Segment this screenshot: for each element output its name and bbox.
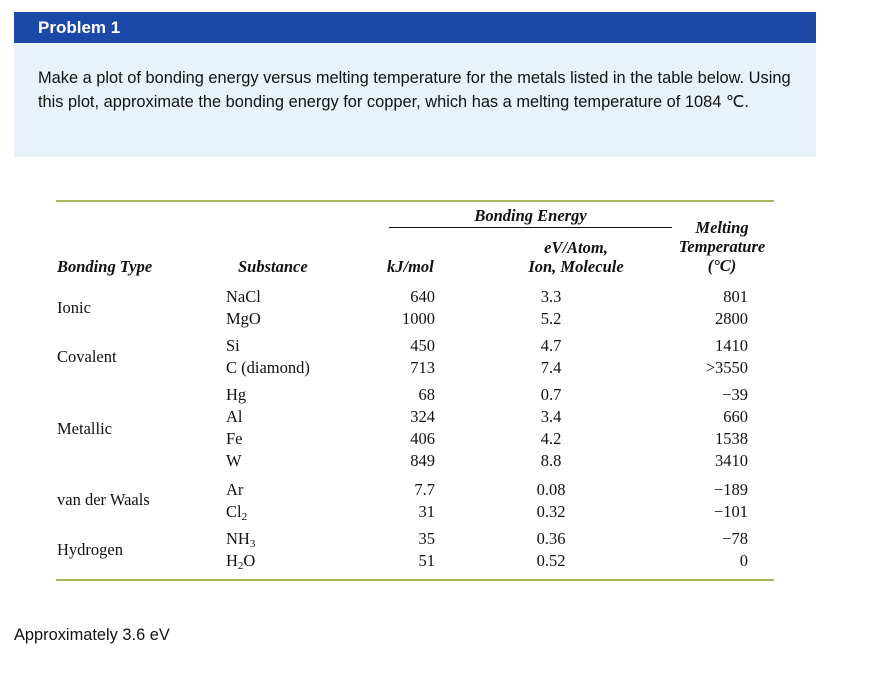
ev-cell: 3.4 <box>540 407 562 426</box>
ev-cell: 3.3 <box>540 287 562 306</box>
kj-cell: 51 <box>418 551 435 570</box>
problem-header: Problem 1 <box>14 12 816 43</box>
substance-cell <box>226 550 255 572</box>
ev-cell: 7.4 <box>540 358 562 377</box>
kj-cell: 7.7 <box>414 480 435 499</box>
substance-cell: MgO <box>226 309 261 328</box>
ev-cell: 0.32 <box>536 502 566 521</box>
substance-cell: C (diamond) <box>226 358 310 377</box>
melt-cell: −101 <box>713 502 748 521</box>
problem-text: Make a plot of bonding energy versus melting temperature for the metals listed in the table below. Using this plot, approximate the bonding energy for copper, which has a melting temperature of 1084 ℃. <box>38 69 791 111</box>
bonding-type-metallic: Metallic <box>57 419 112 438</box>
melt-cell: >3550 <box>705 358 748 377</box>
substance-base: Cl <box>226 502 242 521</box>
header-bonding-energy: Bonding Energy <box>474 206 587 225</box>
kj-cell: 450 <box>410 336 435 355</box>
substance-cell: NaCl <box>226 287 261 306</box>
substance-tail: O <box>243 551 256 570</box>
bonding-energy-rule <box>389 227 672 228</box>
kj-cell: 68 <box>418 385 435 404</box>
header-bonding-type: Bonding Type <box>57 257 153 276</box>
problem-box <box>14 12 816 157</box>
ev-cell: 0.52 <box>536 551 566 570</box>
ev-cell: 0.36 <box>536 529 566 548</box>
substance-subscript: 3 <box>249 538 256 550</box>
answer-text: Approximately 3.6 eV <box>14 626 170 644</box>
substance-cell: Al <box>226 407 243 426</box>
ev-cell: 4.2 <box>540 429 562 448</box>
kj-cell: 31 <box>418 502 435 521</box>
header-melting-line3: (°C) <box>707 256 737 275</box>
kj-cell: 713 <box>410 358 435 377</box>
substance-cell: Hg <box>226 385 247 404</box>
header-ev-line1: eV/Atom, <box>544 238 608 257</box>
melt-cell: −189 <box>713 480 748 499</box>
header-melting-line2: Temperature <box>678 237 766 256</box>
kj-cell: 324 <box>410 407 435 426</box>
substance-cell <box>226 528 255 550</box>
ev-cell: 8.8 <box>540 451 562 470</box>
melt-cell: 0 <box>739 551 748 570</box>
melt-cell: −39 <box>722 385 748 404</box>
bonding-type-ionic: Ionic <box>57 298 91 317</box>
table-top-rule <box>56 200 774 202</box>
melt-cell: 660 <box>723 407 748 426</box>
kj-cell: 35 <box>418 529 435 548</box>
header-ev-line2: Ion, Molecule <box>528 257 624 276</box>
bonding-type-hydrogen: Hydrogen <box>57 540 123 559</box>
melt-cell: 3410 <box>715 451 748 470</box>
table-bottom-rule <box>56 579 774 581</box>
kj-cell: 640 <box>410 287 435 306</box>
ev-cell: 0.7 <box>540 385 562 404</box>
substance-cell: Fe <box>226 429 243 448</box>
melt-cell: 1538 <box>715 429 748 448</box>
substance-base: H <box>226 551 238 570</box>
substance-cell: Si <box>226 336 240 355</box>
ev-cell: 0.08 <box>536 480 566 499</box>
substance-cell: Ar <box>226 480 244 499</box>
substance-subscript: 2 <box>237 560 244 572</box>
bonding-type-van-der-waals: van der Waals <box>57 490 150 509</box>
substance-base: NH <box>226 529 250 548</box>
kj-cell: 849 <box>410 451 435 470</box>
substance-cell: W <box>226 451 242 470</box>
kj-cell: 406 <box>410 429 435 448</box>
ev-cell: 4.7 <box>540 336 562 355</box>
header-substance: Substance <box>238 257 308 276</box>
melt-cell: 1410 <box>715 336 748 355</box>
melt-cell: 801 <box>723 287 748 306</box>
header-melting-line1: Melting <box>695 218 749 237</box>
bonding-energy-table <box>56 198 774 583</box>
melt-cell: 2800 <box>715 309 748 328</box>
bonding-type-covalent: Covalent <box>57 347 117 366</box>
ev-cell: 5.2 <box>540 309 562 328</box>
melt-cell: −78 <box>722 529 748 548</box>
substance-subscript: 2 <box>241 511 248 523</box>
header-kj-mol: kJ/mol <box>387 257 434 276</box>
kj-cell: 1000 <box>402 309 435 328</box>
substance-cell <box>226 501 247 523</box>
